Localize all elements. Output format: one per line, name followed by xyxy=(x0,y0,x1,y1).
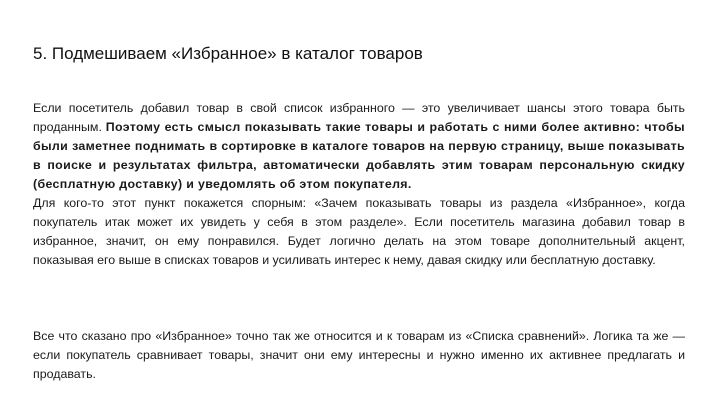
main-text-block xyxy=(33,99,685,270)
paragraph-favorites-importance xyxy=(33,99,685,194)
paragraph-bold-text: Поэтому есть смысл показывать такие товары и работать с ними более активно: чтобы были заметнее поднимать в сортировке в каталоге товаров на первую страницу, выше показывать в поиске и результатах фильтра, автоматически добавлять этим товарам персональную скидку (бесплатную доставку) и уведомлять об этом покупателя. xyxy=(33,120,685,191)
paragraph-comparison: Все что сказано про «Избранное» точно так же относится и к товарам из «Списка сравнений». Логика та же — если покупатель сравнивает товары, значит они ему интересны и нужно именно их активнее предлагать и продавать. xyxy=(33,329,685,381)
slide-title: 5. Подмешиваем «Избранное» в каталог товаров xyxy=(33,44,423,63)
comparison-text-block xyxy=(33,327,685,384)
paragraph-lead-text: Если посетитель добавил товар в свой список избранного — это увеличивает шансы этого товара быть проданным. xyxy=(33,101,685,134)
paragraph-controversy: Для кого-то этот пункт покажется спорным: «Зачем показывать товары из раздела «Избранное», когда покупатель итак может их увидеть у себя в этом разделе». Если посетитель магазина добавил товар в избранное, значит, он ему понравился. Будет логично делать на этом товаре дополнительный акцент, показывая его выше в списках товаров и усиливать интерес к нему, давая скидку или бесплатную доставку. xyxy=(33,196,685,267)
